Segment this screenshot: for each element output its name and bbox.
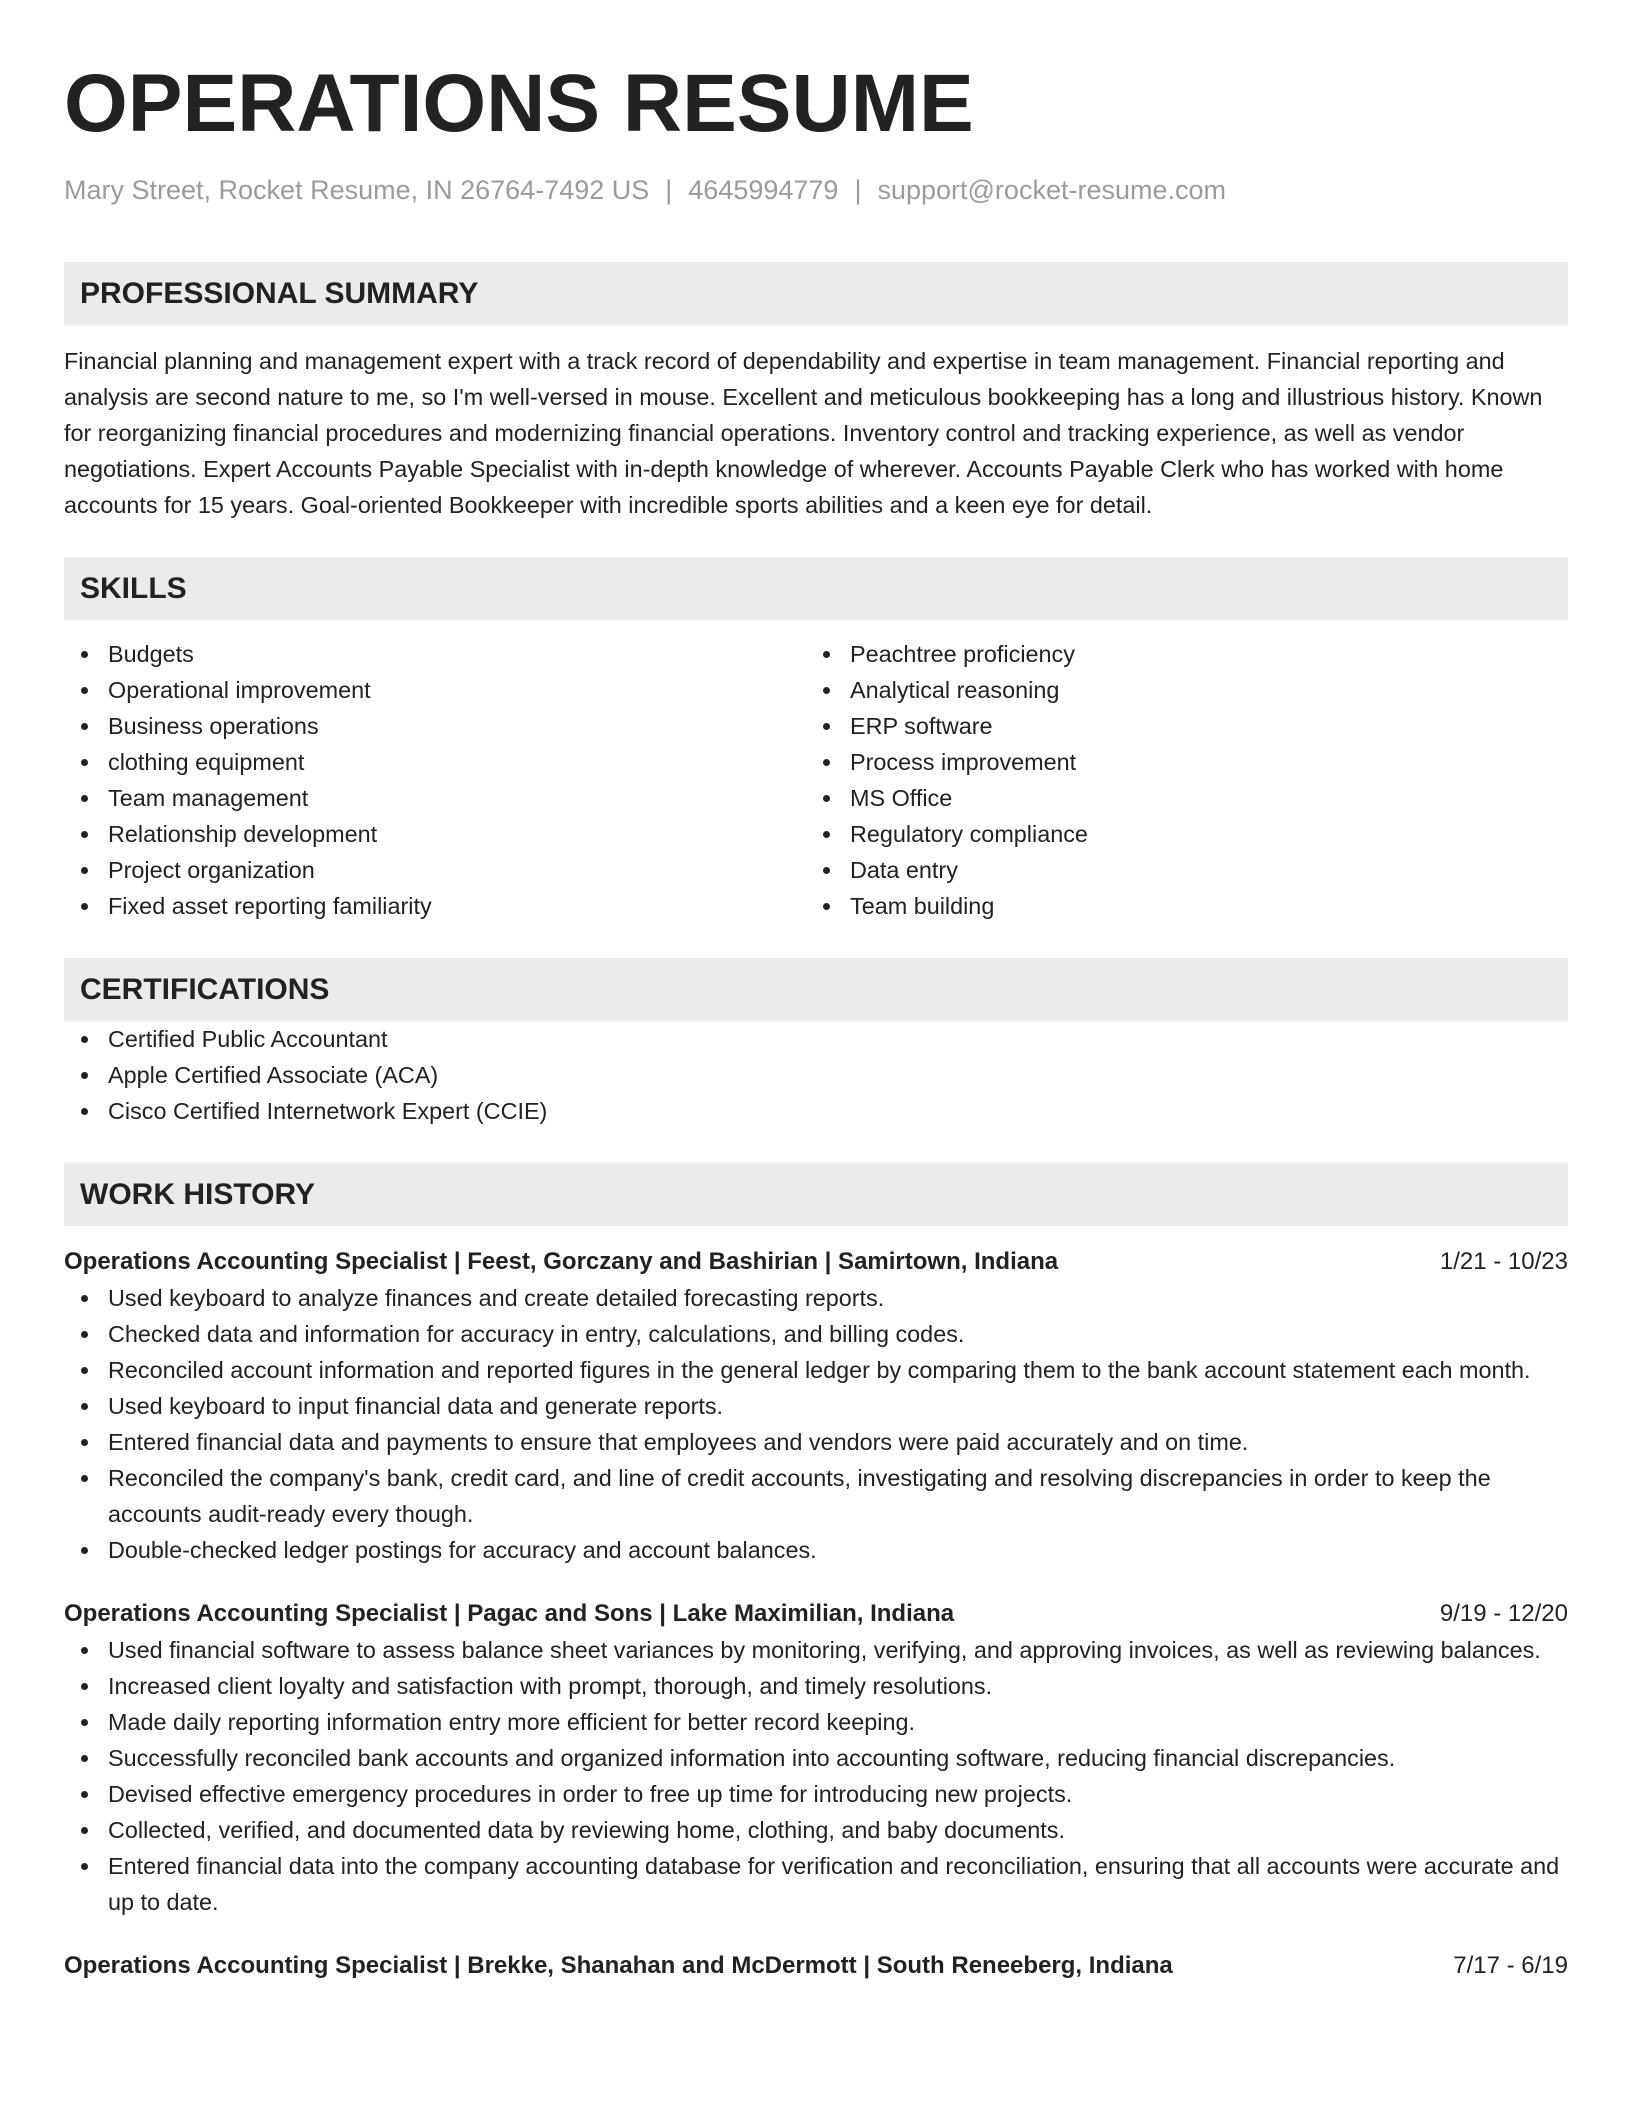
skill-item: Data entry: [806, 852, 1548, 888]
contact-separator: |: [665, 175, 673, 205]
skills-column-left: [64, 636, 806, 924]
job-entry: [64, 1948, 1568, 1984]
skill-item: Budgets: [64, 636, 806, 672]
certifications-list: [64, 1021, 1568, 1129]
skill-item: ERP software: [806, 708, 1548, 744]
skill-item: Process improvement: [806, 744, 1548, 780]
job-bullet: Increased client loyalty and satisfaction with prompt, thorough, and timely resolutions.: [64, 1668, 1568, 1704]
skill-item: Analytical reasoning: [806, 672, 1548, 708]
job-bullet: Used keyboard to analyze finances and create detailed forecasting reports.: [64, 1280, 1568, 1316]
skill-item: Business operations: [64, 708, 806, 744]
skill-item: Team management: [64, 780, 806, 816]
job-bullet: Used keyboard to input financial data and generate reports.: [64, 1388, 1568, 1424]
job-bullet: Made daily reporting information entry more efficient for better record keeping.: [64, 1704, 1568, 1740]
contact-separator: |: [854, 175, 862, 205]
skill-item: Peachtree proficiency: [806, 636, 1548, 672]
skill-item: Regulatory compliance: [806, 816, 1548, 852]
job-bullet: Successfully reconciled bank accounts and organized information into accounting software, reducing financial discrepancies.: [64, 1740, 1568, 1776]
job-title: Operations Accounting Specialist | Brekke, Shanahan and McDermott | South Reneeberg, Indiana: [64, 1952, 1173, 1979]
contact-phone: 4645994779: [688, 175, 839, 205]
certification-item: Certified Public Accountant: [64, 1021, 1568, 1057]
skill-item: Operational improvement: [64, 672, 806, 708]
section-heading-summary: PROFESSIONAL SUMMARY: [64, 262, 1568, 325]
job-dates: 9/19 - 12/20: [1439, 1600, 1568, 1627]
resume-page: [64, 52, 1568, 1984]
job-title-row: [64, 1948, 1568, 1984]
job-dates: 1/21 - 10/23: [1439, 1248, 1568, 1275]
job-title: Operations Accounting Specialist | Feest, Gorczany and Bashirian | Samirtown, Indiana: [64, 1248, 1059, 1275]
job-bullet: Checked data and information for accuracy in entry, calculations, and billing codes.: [64, 1316, 1568, 1352]
job-bullet: Reconciled account information and reported figures in the general ledger by comparing them to the bank account statement each month.: [64, 1352, 1568, 1388]
job-bullet-list: [64, 1280, 1568, 1568]
job-bullet: Reconciled the company's bank, credit card, and line of credit accounts, investigating and resolving discrepancies in order to keep the accounts audit-ready every though.: [64, 1460, 1568, 1532]
summary-text: Financial planning and management expert with a track record of dependability and expertise in team management. Financial reporting and analysis are second nature to me, so I'm well-versed in mouse. Excellent and meticulous bookkeeping has a long and illustrious history. Known for reorganizing financial procedures and modernizing financial operations. Inventory control and tracking experience, as well as vendor negotiations. Expert Accounts Payable Specialist with in-depth knowledge of wherever. Accounts Payable Clerk who has worked with home accounts for 15 years. Goal-oriented Bookkeeper with incredible sports abilities and a keen eye for detail.: [64, 348, 1543, 518]
section-heading-work-history: WORK HISTORY: [64, 1163, 1568, 1226]
skills-list-left: [64, 636, 806, 924]
skill-item: MS Office: [806, 780, 1548, 816]
job-bullet: Devised effective emergency procedures in order to free up time for introducing new projects.: [64, 1776, 1568, 1812]
job-bullet-list: [64, 1632, 1568, 1920]
resume-title: OPERATIONS RESUME: [64, 58, 974, 149]
section-heading-certifications: CERTIFICATIONS: [64, 958, 1568, 1021]
job-bullet: Entered financial data and payments to ensure that employees and vendors were paid accurately and on time.: [64, 1424, 1568, 1460]
job-bullet: Entered financial data into the company accounting database for verification and reconciliation, ensuring that all accounts were accurate and up to date.: [64, 1848, 1568, 1920]
skill-item: Team building: [806, 888, 1548, 924]
certification-item: Apple Certified Associate (ACA): [64, 1057, 1568, 1093]
job-bullet: Collected, verified, and documented data by reviewing home, clothing, and baby documents.: [64, 1812, 1568, 1848]
job-bullet: Used financial software to assess balance sheet variances by monitoring, verifying, and approving invoices, as well as reviewing balances.: [64, 1632, 1568, 1668]
job-title-row: [64, 1596, 1568, 1632]
contact-line: [64, 172, 1568, 208]
job-bullet: Double-checked ledger postings for accuracy and account balances.: [64, 1532, 1568, 1568]
job-entry: [64, 1596, 1568, 1920]
skills-list-right: [806, 636, 1548, 924]
skills-column-right: [806, 636, 1548, 924]
section-heading-skills: SKILLS: [64, 557, 1568, 620]
job-title: Operations Accounting Specialist | Pagac and Sons | Lake Maximilian, Indiana: [64, 1600, 955, 1627]
job-dates: 7/17 - 6/19: [1453, 1952, 1568, 1979]
job-title-row: [64, 1244, 1568, 1280]
job-entry: [64, 1244, 1568, 1568]
skill-item: clothing equipment: [64, 744, 806, 780]
contact-address: Mary Street, Rocket Resume, IN 26764-7492 US: [64, 175, 650, 205]
contact-email: support@rocket-resume.com: [877, 175, 1226, 205]
skill-item: Relationship development: [64, 816, 806, 852]
certification-item: Cisco Certified Internetwork Expert (CCIE): [64, 1093, 1568, 1129]
skills-columns: [64, 636, 1568, 924]
skill-item: Fixed asset reporting familiarity: [64, 888, 806, 924]
skill-item: Project organization: [64, 852, 806, 888]
